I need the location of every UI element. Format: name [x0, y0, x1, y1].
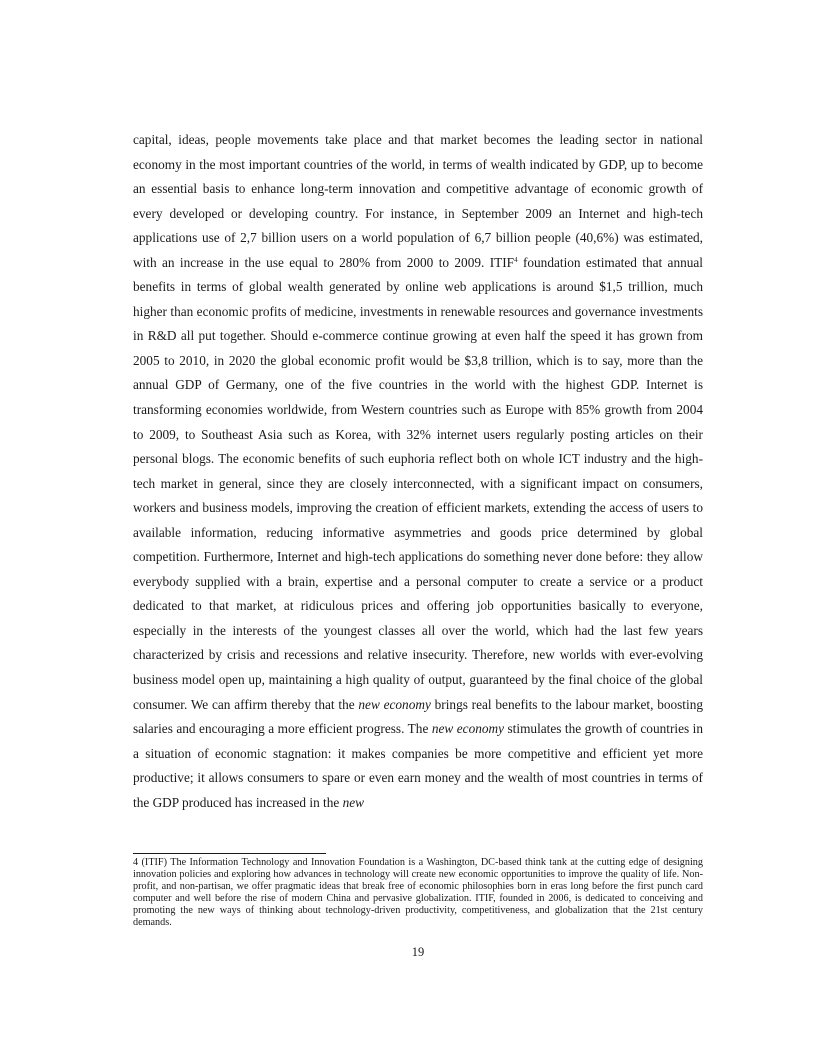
- footnote-reference: 4: [514, 255, 518, 264]
- page-number: 19: [411, 945, 425, 959]
- body-text-part-3: brings real benefits to the labour market, boosting salaries and encouraging a more efficient progress. The: [133, 696, 703, 737]
- body-text-part-2: foundation estimated that annual benefits in terms of global wealth generated by online web applications is around $1,5 trillion, much higher than economic profits of medicine, investments in renewable resources and governance investments in R&D all put together. Should e-commerce continue growing at even half the speed it has grown from 2005 to 2010, in 2020 the global economic profit would be $3,8 trillion, which is to say, more than the annual GDP of Germany, one of the five countries in the world with the highest GDP. Internet is transforming economies worldwide, from Western countries such as Europe with 85% growth from 2004 to 2009, to Southeast Asia such as Korea, with 32% internet users regularly posting articles on their personal blogs. The economic benefits of such euphoria reflect both on whole ICT industry and the high-tech market in general, since they are closely interconnected, with a significant impact on consumers, workers and business models, improving the creation of efficient markets, extending the access of users to available information, reducing informative asymmetries and goods price determined by global competition. Furthermore, Internet and high-tech applications do something never done before: they allow everybody supplied with a brain, expertise and a personal computer to create a service or a product dedicated to that market, at ridiculous prices and offering job opportunities basically to everyone, especially in the interests of the youngest classes all over the world, which had the last few years characterized by crisis and recessions and relative insecurity. Therefore, new worlds with ever-evolving business model open up, maintaining a high quality of output, guaranteed by the final choice of the global consumer. We can affirm thereby that the: [133, 254, 703, 712]
- emphasis-new: new: [342, 794, 365, 810]
- body-paragraph: [133, 128, 703, 815]
- main-text-block: [133, 128, 703, 815]
- body-text-part-1: capital, ideas, people movements take place and that market becomes the leading sector in national economy in the most important countries of the world, in terms of wealth indicated by GDP, up to become an essential basis to enhance long-term innovation and competitive advantage of economic growth of every developed or developing country. For instance, in September 2009 an Internet and high-tech applications use of 2,7 billion users on a world population of 6,7 billion people (40,6%) was estimated, with an increase in the use equal to 280% from 2000 to 2009. ITIF: [133, 132, 703, 270]
- emphasis-new-economy: new economy: [358, 696, 431, 712]
- body-text-part-4: stimulates the growth of countries in a situation of economic stagnation: it makes companies be more competitive and efficient yet more productive; it allows consumers to spare or even earn money and the wealth of most countries in terms of the GDP produced has increased in the: [133, 721, 703, 810]
- footnote-separator: [133, 853, 326, 854]
- footnote: 4 (ITIF) The Information Technology and Innovation Foundation is a Washington, DC-based think tank at the cutting edge of designing innovation policies and exploring how advances in technology will create new economic opportunities to improve the quality of life. Non-profit, and non-partisan, we offer pragmatic ideas that break free of economic philosophies born in eras long before the first punch card computer and well before the rise of modern China and pervasive globalization. ITIF, founded in 2006, is dedicated to conceiving and promoting the new ways of thinking about technology-driven productivity, competitiveness, and globalization that the 21st century demands.: [133, 857, 703, 928]
- emphasis-new-economy: new economy: [431, 721, 505, 737]
